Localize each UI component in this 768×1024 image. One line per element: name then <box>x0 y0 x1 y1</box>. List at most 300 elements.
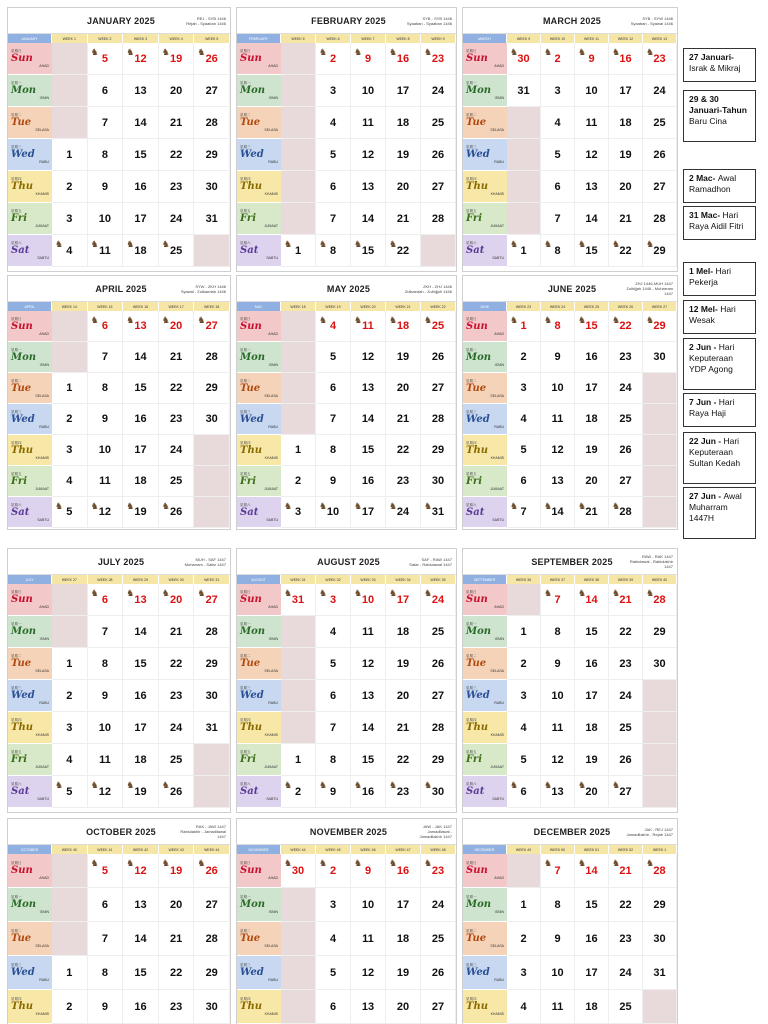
day-name-sat <box>463 235 507 267</box>
day-number: 18 <box>396 932 410 945</box>
day-cell <box>643 342 677 373</box>
day-number: 10 <box>361 84 375 97</box>
day-name-malay: SABTU <box>37 797 49 801</box>
month-card-nov <box>236 818 457 1024</box>
day-number: 12 <box>361 966 375 979</box>
day-name-english: Fri <box>240 213 256 224</box>
day-number: 30 <box>517 52 530 65</box>
day-number: 31 <box>517 84 530 97</box>
day-name-malay: JUMAAT <box>264 486 278 491</box>
horse-icon: ♞ <box>161 780 170 790</box>
day-number: 26 <box>619 444 632 456</box>
day-number: 15 <box>585 320 598 332</box>
day-name-malay: RABU <box>39 701 49 705</box>
day-number: 10 <box>98 721 112 734</box>
day-name-chinese: 星期六 <box>240 241 251 245</box>
day-cell <box>88 171 124 203</box>
horse-icon: ♞ <box>319 47 328 57</box>
empty-day-cell <box>643 435 677 466</box>
week-header-row <box>8 575 230 584</box>
day-name-chinese: 星期四 <box>11 440 22 445</box>
day-cell <box>88 404 124 435</box>
day-cell <box>421 171 456 203</box>
day-cell <box>609 888 643 922</box>
day-name-chinese: 星期二 <box>11 378 22 383</box>
hijri-full: Rabiulakhir - Jamadilawal 1447 <box>180 829 226 839</box>
day-cell <box>507 435 541 466</box>
day-cell <box>609 616 643 648</box>
day-cell <box>609 342 643 373</box>
day-cell <box>541 235 575 267</box>
day-number: 25 <box>169 244 183 257</box>
day-name-chinese: 星期六 <box>11 502 22 507</box>
day-name-malay: KHAMIS <box>35 733 49 737</box>
day-cell <box>88 235 124 267</box>
day-cell <box>88 854 124 888</box>
day-name-chinese: 星期日 <box>11 861 22 865</box>
day-number: 21 <box>169 351 183 363</box>
day-number: 24 <box>431 84 445 97</box>
week-label: WEEK 35 <box>421 575 456 584</box>
hijri-code: JAW - JAK 1447 <box>422 824 452 829</box>
empty-day-cell <box>507 107 541 139</box>
empty-day-cell <box>52 584 88 616</box>
day-name-english: Thu <box>11 444 33 456</box>
day-number: 31 <box>653 966 666 979</box>
day-number: 18 <box>396 116 410 129</box>
week-label: WEEK 5 <box>281 34 316 43</box>
week-label: WEEK 3 <box>123 34 159 43</box>
day-name-chinese: 星期日 <box>466 49 477 53</box>
day-name-sat <box>8 776 52 808</box>
day-cell <box>575 990 609 1024</box>
day-number: 30 <box>431 475 445 487</box>
week-label: WEEK 21 <box>386 302 421 311</box>
day-number: 6 <box>329 1000 337 1013</box>
day-number: 20 <box>169 593 183 606</box>
month-header <box>463 819 677 845</box>
day-cell <box>541 680 575 712</box>
day-name-tue <box>463 373 507 404</box>
day-name-malay: AHAD <box>39 64 49 68</box>
day-number: 22 <box>619 244 632 257</box>
day-cell <box>316 171 351 203</box>
day-name-chinese: 星期日 <box>240 861 251 865</box>
day-number: 22 <box>169 148 183 161</box>
day-number: 11 <box>99 475 111 487</box>
day-number: 2 <box>554 52 561 65</box>
hijri-code: REJ - SYB 1446 <box>196 15 226 21</box>
day-number: 1 <box>66 657 73 670</box>
horse-icon: ♞ <box>612 588 621 598</box>
day-cell <box>316 616 351 648</box>
day-number: 5 <box>101 52 108 65</box>
day-cell <box>541 107 575 139</box>
day-cell <box>421 75 456 107</box>
day-number: 17 <box>585 966 598 979</box>
day-name-tue <box>8 373 52 404</box>
day-cell <box>609 497 643 528</box>
horse-icon: ♞ <box>424 858 433 868</box>
day-cell <box>643 584 677 616</box>
horse-icon: ♞ <box>544 588 553 598</box>
month-title: NOVEMBER 2025 <box>309 826 388 837</box>
day-cell <box>194 171 230 203</box>
day-number: 13 <box>361 180 375 193</box>
day-cell <box>281 584 316 616</box>
month-title: FEBRUARY 2025 <box>311 15 386 26</box>
day-number: 8 <box>329 444 337 456</box>
day-cell <box>421 712 456 744</box>
day-name-english: Thu <box>466 1001 488 1012</box>
day-name-sun <box>8 311 52 342</box>
day-cell <box>575 435 609 466</box>
day-name-wed <box>237 404 281 435</box>
horse-icon: ♞ <box>354 501 363 511</box>
day-number: 9 <box>101 180 108 193</box>
day-cell <box>123 956 159 990</box>
day-cell <box>421 497 456 528</box>
day-name-malay: AHAD <box>268 876 278 880</box>
day-cell <box>541 776 575 808</box>
hijri-full: Syawal - Zulkaedah 1446 <box>180 288 226 294</box>
empty-day-cell <box>52 888 88 922</box>
day-cell <box>159 584 195 616</box>
day-cell <box>643 139 677 171</box>
day-number: 27 <box>653 180 666 193</box>
day-cell <box>88 648 124 680</box>
holiday-note-text: Hari Keputeraan Sultan Kedah <box>689 436 741 468</box>
day-name-malay: KHAMIS <box>264 733 278 737</box>
day-cell <box>123 373 159 404</box>
day-cell <box>575 139 609 171</box>
week-label: WEEK 31 <box>194 575 230 584</box>
day-name-malay: JUMAAT <box>490 486 504 491</box>
horse-icon: ♞ <box>90 501 99 511</box>
day-name-chinese: 星期一 <box>11 347 22 352</box>
day-name-sun <box>463 311 507 342</box>
day-number: 20 <box>619 180 632 193</box>
day-number: 9 <box>554 932 561 945</box>
day-cell <box>123 75 159 107</box>
day-cell <box>159 854 195 888</box>
hijri-range <box>178 284 226 294</box>
day-number: 5 <box>66 785 73 798</box>
day-number: 5 <box>101 864 108 877</box>
week-label: WEEK 47 <box>386 845 421 854</box>
day-cell <box>52 139 88 171</box>
day-cell <box>421 990 456 1024</box>
day-cell <box>351 888 386 922</box>
day-number: 24 <box>653 84 666 97</box>
day-cell <box>643 171 677 203</box>
day-number: 27 <box>431 382 445 394</box>
day-name-chinese: 星期六 <box>240 502 251 507</box>
day-number: 13 <box>551 785 564 798</box>
day-cell <box>421 680 456 712</box>
day-name-chinese: 星期四 <box>466 718 477 722</box>
week-label: WEEK 51 <box>575 845 609 854</box>
day-number: 18 <box>134 244 147 257</box>
day-name-mon <box>463 342 507 373</box>
day-number: 6 <box>554 180 561 193</box>
day-number: 14 <box>585 864 598 877</box>
horse-icon: ♞ <box>424 501 433 511</box>
day-name-english: Fri <box>466 475 482 487</box>
day-cell <box>123 922 159 956</box>
day-cell <box>88 435 124 466</box>
day-cell <box>609 956 643 990</box>
horse-icon: ♞ <box>197 588 206 598</box>
day-number: 21 <box>585 506 598 518</box>
day-cell <box>159 956 195 990</box>
day-name-fri <box>463 466 507 497</box>
day-cell <box>88 956 124 990</box>
day-name-malay: AHAD <box>494 64 504 68</box>
day-number: 27 <box>205 84 218 97</box>
day-cell <box>281 776 316 808</box>
week-label: NOVEMBER <box>237 845 281 854</box>
week-label: WEEK 9 <box>421 34 456 43</box>
day-cell <box>386 404 421 435</box>
day-cell <box>386 171 421 203</box>
day-cell <box>316 43 351 75</box>
day-number: 24 <box>431 593 445 606</box>
day-number: 7 <box>520 506 527 518</box>
day-name-english: Sun <box>466 53 488 64</box>
day-name-english: Sat <box>240 506 259 518</box>
hijri-full: Syaaban - Syawal 1446 <box>630 20 673 26</box>
day-number: 20 <box>396 1000 410 1013</box>
day-number: 1 <box>520 320 527 332</box>
day-cell <box>541 712 575 744</box>
empty-day-cell <box>643 404 677 435</box>
day-cell <box>507 744 541 776</box>
day-name-chinese: 星期六 <box>466 241 477 245</box>
day-cell <box>281 854 316 888</box>
holiday-note <box>683 300 756 334</box>
day-number: 2 <box>66 689 73 702</box>
day-name-english: Sun <box>466 865 488 876</box>
day-cell <box>194 616 230 648</box>
day-name-wed <box>237 956 281 990</box>
day-number: 31 <box>291 593 305 606</box>
day-number: 18 <box>134 753 147 766</box>
day-cell <box>123 404 159 435</box>
day-name-tue <box>463 922 507 956</box>
day-cell <box>281 466 316 497</box>
day-number: 27 <box>619 785 632 798</box>
day-name-sun <box>8 854 52 888</box>
day-number: 2 <box>66 413 73 425</box>
day-number: 26 <box>169 785 183 798</box>
day-number: 7 <box>101 351 108 363</box>
day-cell <box>386 342 421 373</box>
day-grid <box>8 584 230 808</box>
day-name-malay: RABU <box>268 978 278 982</box>
day-name-malay: KHAMIS <box>264 192 278 196</box>
week-header-row <box>8 34 230 43</box>
day-cell <box>609 404 643 435</box>
day-cell <box>609 435 643 466</box>
week-header-row <box>463 575 677 584</box>
day-name-chinese: 星期日 <box>11 49 22 53</box>
day-name-english: Sat <box>11 786 30 797</box>
day-name-malay: KHAMIS <box>35 192 49 196</box>
day-name-english: Wed <box>11 413 35 425</box>
horse-icon: ♞ <box>284 501 293 511</box>
empty-day-cell <box>643 466 677 497</box>
day-name-chinese: 星期三 <box>11 145 22 149</box>
day-name-sun <box>463 854 507 888</box>
day-number: 29 <box>205 966 218 979</box>
day-name-mon <box>463 75 507 107</box>
day-name-malay: RABU <box>268 701 278 705</box>
horse-icon: ♞ <box>126 315 135 325</box>
day-number: 4 <box>520 1000 527 1013</box>
day-number: 10 <box>326 506 340 518</box>
day-name-english: Mon <box>466 351 492 363</box>
day-cell <box>421 854 456 888</box>
day-grid <box>8 311 230 528</box>
day-cell <box>88 107 124 139</box>
horse-icon: ♞ <box>55 239 64 249</box>
day-name-malay: AHAD <box>39 605 49 609</box>
day-cell <box>159 107 195 139</box>
day-number: 4 <box>329 932 337 945</box>
horse-icon: ♞ <box>284 239 293 249</box>
day-number: 18 <box>585 413 598 425</box>
day-name-chinese: 星期三 <box>240 409 251 414</box>
day-name-sat <box>8 235 52 267</box>
week-label: WEEK 32 <box>316 575 351 584</box>
day-cell <box>541 171 575 203</box>
week-label: WEEK 43 <box>159 845 195 854</box>
day-cell <box>575 171 609 203</box>
day-number: 23 <box>619 657 632 670</box>
day-name-english: Tue <box>466 117 487 128</box>
day-number: 8 <box>554 244 561 257</box>
day-cell <box>643 43 677 75</box>
day-number: 9 <box>588 52 595 65</box>
day-number: 22 <box>396 753 410 766</box>
day-name-tue <box>237 373 281 404</box>
day-name-sun <box>8 43 52 75</box>
horse-icon: ♞ <box>90 780 99 790</box>
day-cell <box>194 712 230 744</box>
horse-icon: ♞ <box>319 501 328 511</box>
day-name-malay: ISNIN <box>39 910 49 914</box>
day-cell <box>351 616 386 648</box>
hijri-full: Jamadilakhir - Rejab 1447 <box>626 831 673 837</box>
day-cell <box>386 922 421 956</box>
day-cell <box>541 616 575 648</box>
day-name-english: Mon <box>11 85 37 96</box>
day-name-malay: KHAMIS <box>264 1012 278 1016</box>
holiday-note-date: 27 Jun - <box>689 491 724 501</box>
horse-icon: ♞ <box>544 858 553 868</box>
day-cell <box>159 75 195 107</box>
week-label: WEEK 18 <box>281 302 316 311</box>
day-number: 13 <box>551 475 564 487</box>
day-number: 8 <box>101 966 108 979</box>
day-cell <box>386 680 421 712</box>
day-cell <box>507 990 541 1024</box>
day-number: 30 <box>205 1000 218 1013</box>
day-number: 20 <box>396 382 410 394</box>
day-cell <box>123 342 159 373</box>
day-name-sun <box>463 43 507 75</box>
horse-icon: ♞ <box>646 588 655 598</box>
month-header <box>237 819 456 845</box>
day-name-malay: AHAD <box>494 331 504 336</box>
horse-icon: ♞ <box>424 47 433 57</box>
day-number: 30 <box>205 413 218 425</box>
day-name-english: Wed <box>240 149 264 160</box>
day-name-english: Mon <box>466 85 492 96</box>
day-name-thu <box>463 712 507 744</box>
day-cell <box>194 373 230 404</box>
day-number: 8 <box>329 244 337 257</box>
month-card-feb <box>236 7 457 272</box>
empty-day-cell <box>643 497 677 528</box>
day-number: 30 <box>653 657 666 670</box>
day-number: 4 <box>520 721 527 734</box>
day-number: 7 <box>554 593 561 606</box>
week-label: WEEK 9 <box>507 34 541 43</box>
day-cell <box>351 497 386 528</box>
day-number: 23 <box>169 180 183 193</box>
day-name-chinese: 星期三 <box>11 409 22 414</box>
day-number: 16 <box>396 52 410 65</box>
day-name-malay: SELASA <box>264 393 278 398</box>
day-number: 6 <box>329 689 337 702</box>
empty-day-cell <box>507 203 541 235</box>
day-number: 30 <box>291 864 305 877</box>
day-name-chinese: 星期四 <box>466 177 477 181</box>
day-cell <box>609 584 643 616</box>
horse-icon: ♞ <box>90 858 99 868</box>
day-number: 6 <box>329 382 337 394</box>
week-label: WEEK 45 <box>316 845 351 854</box>
week-label: WEEK 24 <box>541 302 575 311</box>
empty-day-cell <box>281 75 316 107</box>
day-cell <box>88 616 124 648</box>
day-name-english: Mon <box>240 626 266 637</box>
week-header-row <box>8 302 230 311</box>
day-number: 13 <box>134 593 147 606</box>
day-number: 2 <box>294 785 302 798</box>
day-name-chinese: 星期三 <box>466 686 477 690</box>
day-cell <box>386 75 421 107</box>
day-cell <box>159 497 195 528</box>
day-cell <box>643 922 677 956</box>
day-cell <box>643 235 677 267</box>
day-number: 13 <box>134 898 147 911</box>
horse-icon: ♞ <box>319 858 328 868</box>
holiday-note-text: Awal Muharram 1447H <box>689 491 742 523</box>
day-cell <box>88 776 124 808</box>
hijri-code: SYB - SYB 1446 <box>422 15 452 21</box>
day-number: 3 <box>66 444 73 456</box>
day-number: 9 <box>329 785 337 798</box>
day-number: 20 <box>169 320 183 332</box>
day-cell <box>351 75 386 107</box>
day-cell <box>316 342 351 373</box>
day-cell <box>421 888 456 922</box>
day-number: 25 <box>431 625 445 638</box>
horse-icon: ♞ <box>389 780 398 790</box>
